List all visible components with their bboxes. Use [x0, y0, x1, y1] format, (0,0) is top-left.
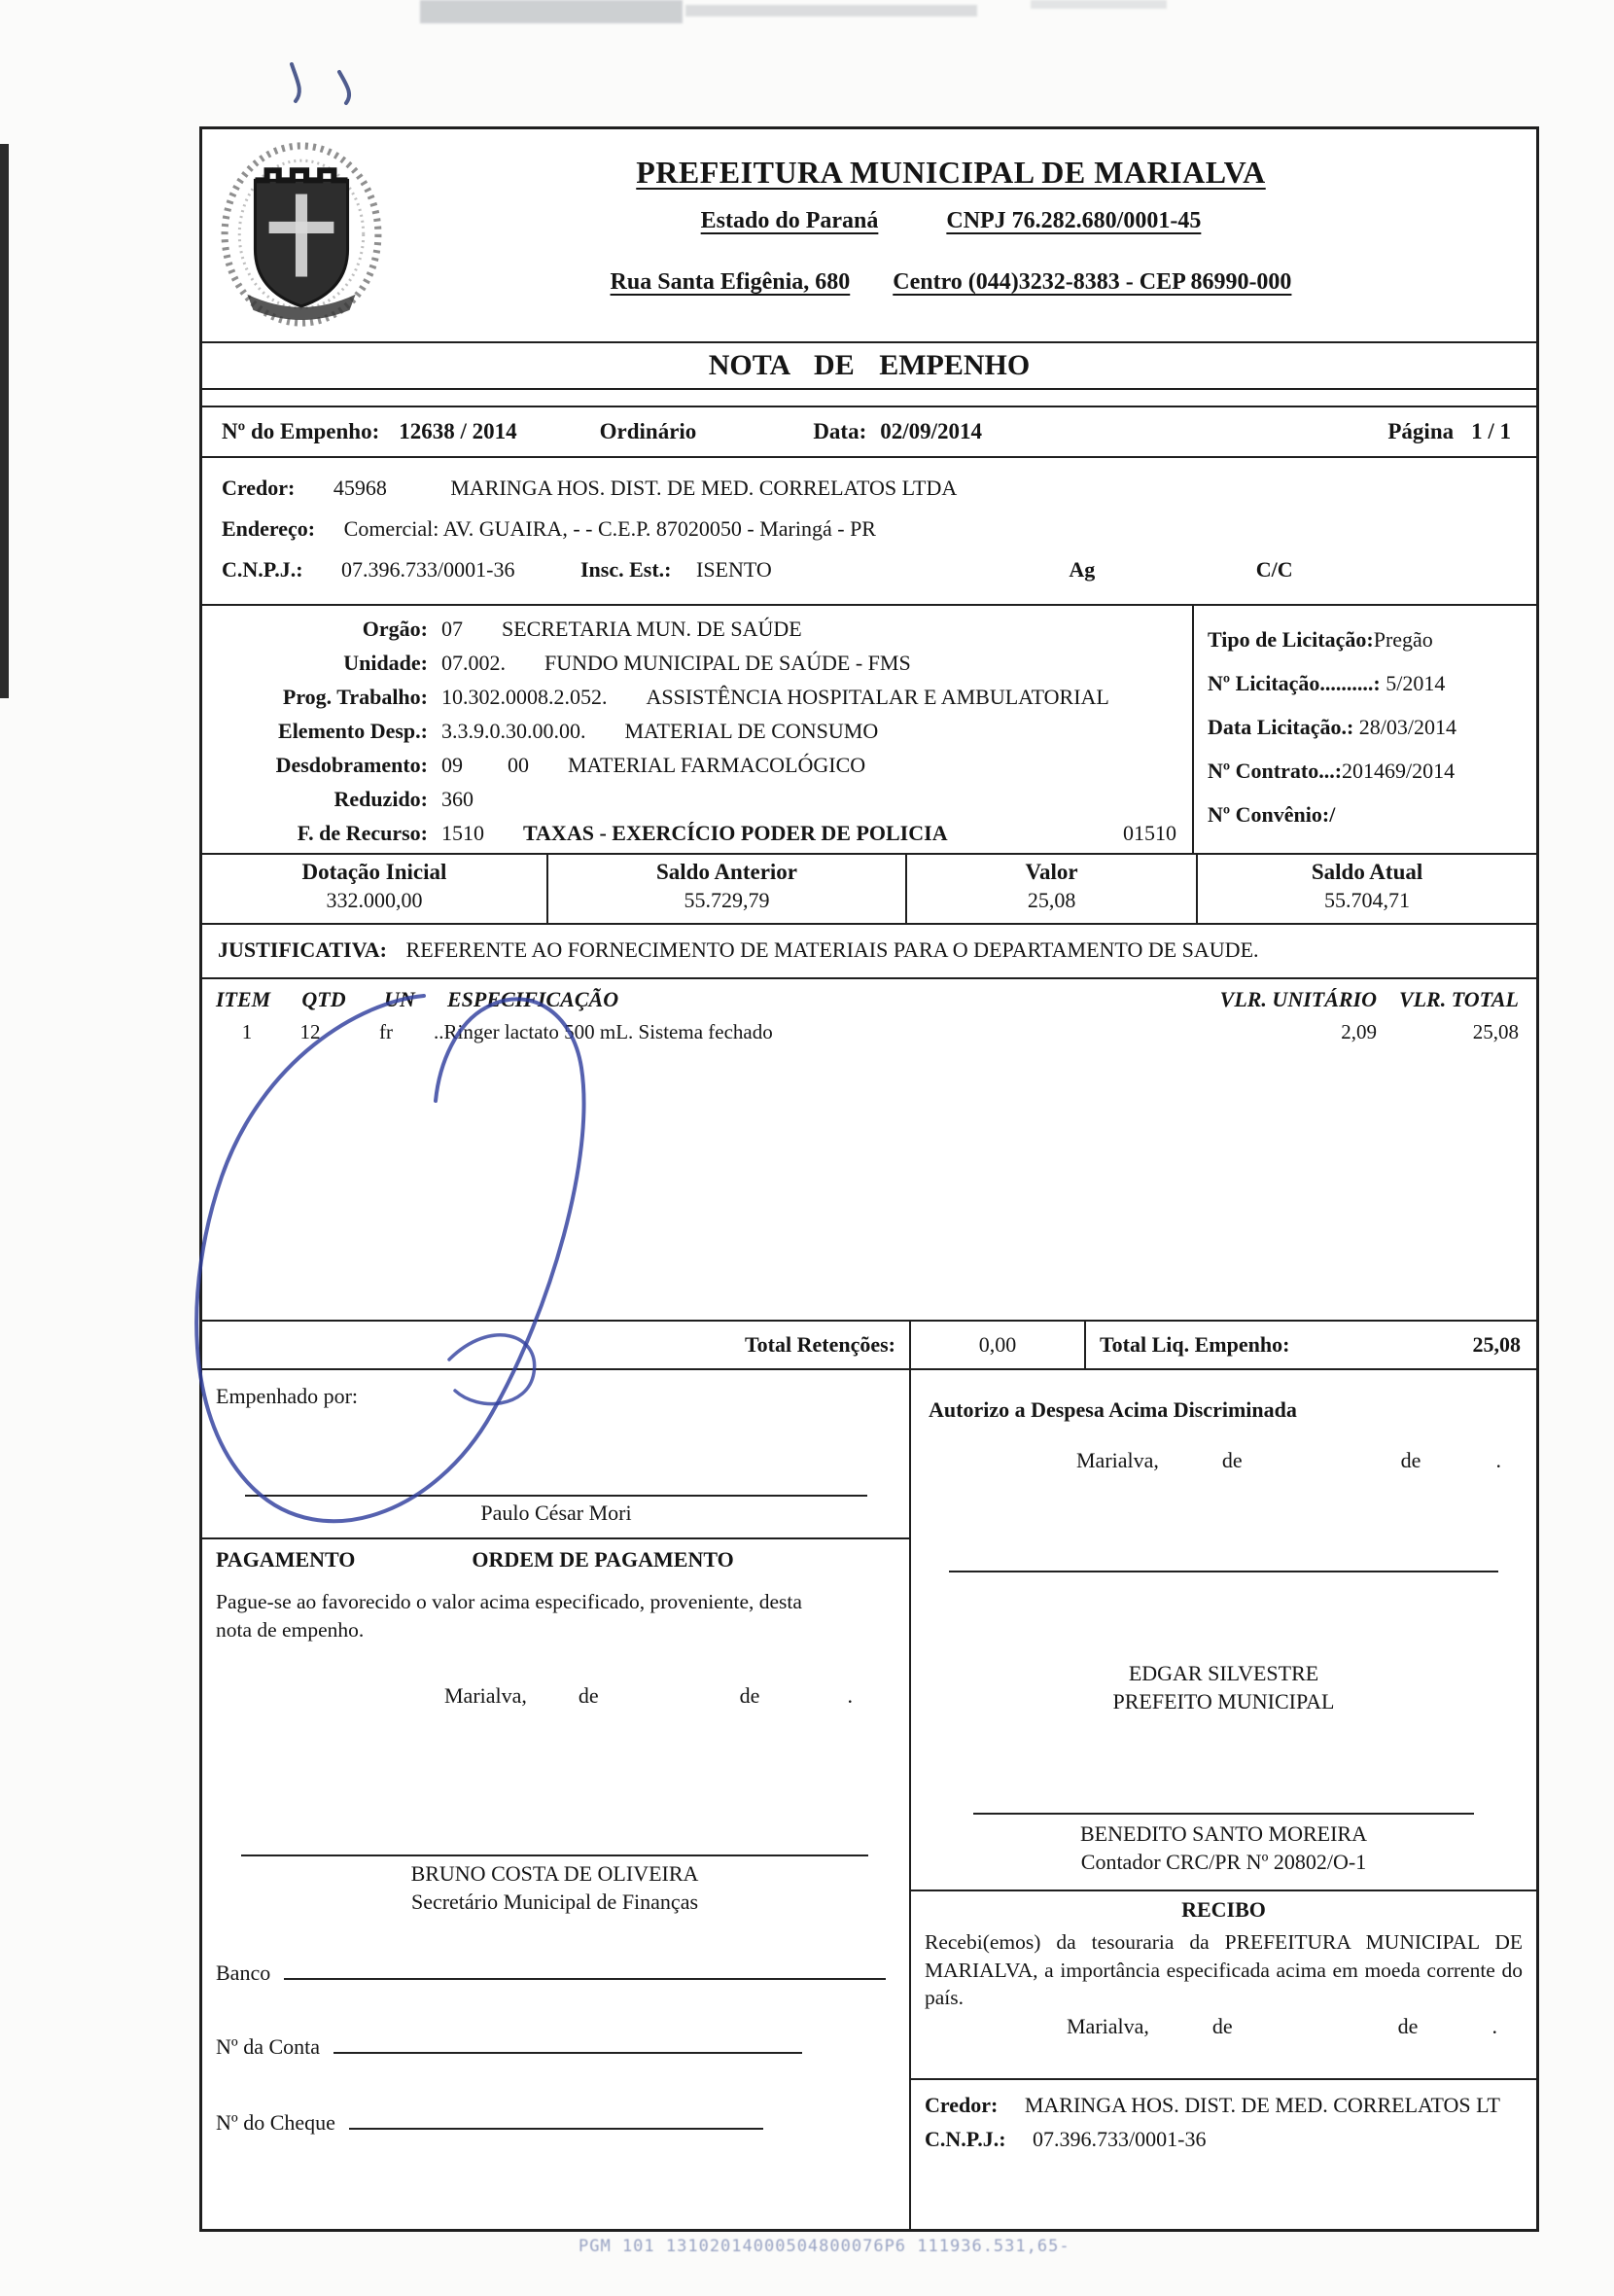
municipal-crest-logo	[218, 137, 385, 328]
assinatura-linha-secretario	[241, 1854, 868, 1856]
de-2-direita: de	[1400, 1448, 1421, 1472]
secretario-cargo: Secretário Municipal de Finanças	[410, 1889, 699, 1914]
elemento-desp-row	[202, 714, 1192, 748]
prefeito-bloco	[911, 1660, 1536, 1715]
num-licitacao-row	[1208, 661, 1536, 705]
tipo-licitacao-valor: Pregão	[1373, 627, 1433, 652]
contador-nome: BENEDITO SANTO MOREIRA	[1080, 1821, 1367, 1847]
total-retencoes-valor-cell	[909, 1322, 1084, 1368]
rodape-section	[202, 1368, 1536, 2229]
orgao-row	[202, 612, 1192, 646]
prefeito-cargo: PREFEITO MUNICIPAL	[1112, 1688, 1335, 1713]
prefeito-nome: EDGAR SILVESTRE	[1128, 1661, 1319, 1685]
total-retencoes-label: Total Retenções:	[745, 1332, 895, 1357]
insc-est-valor: ISENTO	[696, 557, 772, 582]
licitacao-box	[1192, 606, 1536, 853]
pagamento-header	[216, 1547, 895, 1572]
data-licitacao-label: Data Licitação.:	[1208, 715, 1354, 739]
fonte-recurso-codigo: 1510	[441, 821, 484, 845]
header-cnpj: CNPJ 76.282.680/0001-45	[946, 208, 1202, 233]
data-licitacao-valor: 28/03/2014	[1353, 715, 1457, 739]
pagamento-titulo: PAGAMENTO	[216, 1547, 356, 1572]
total-retencoes-label-cell	[202, 1322, 909, 1368]
justificativa-row	[202, 923, 1536, 977]
secretario-nome: BRUNO COSTA DE OLIVEIRA	[410, 1861, 699, 1887]
dotacao-inicial-label: Dotação Inicial	[301, 860, 447, 884]
endereco-valor: Comercial: AV. GUAIRA, - - C.E.P. 87020050 - Maringá - PR	[343, 516, 876, 541]
header-address-street: Rua Santa Efigênia, 680	[610, 269, 851, 295]
saldo-anterior-col	[546, 855, 905, 923]
unidade-descricao: FUNDO MUNICIPAL DE SAÚDE - FMS	[544, 651, 911, 675]
de-1-recibo: de	[1211, 2013, 1233, 2038]
recibo-credor-row	[925, 2088, 1523, 2122]
secretario-bloco	[241, 1860, 868, 1916]
pague-se-texto: Pague-se ao favorecido o valor acima especificado, proveniente, desta nota de empenho.	[216, 1590, 802, 1643]
recibo-credor-label: Credor:	[925, 2092, 999, 2117]
unidade-row	[202, 646, 1192, 680]
num-contrato-valor: 201469/2014	[1342, 759, 1456, 783]
rodape-esquerda	[202, 1370, 909, 2229]
num-convenio-row	[1208, 793, 1536, 836]
justificativa-texto: REFERENTE AO FORNECIMENTO DE MATERIAIS PARA O DEPARTAMENTO DE SAUDE.	[405, 937, 1259, 962]
de-2-recibo: de	[1397, 2013, 1419, 2038]
reduzido-label: Reduzido:	[333, 787, 428, 811]
item-vlr-total: 25,08	[1472, 1020, 1519, 1043]
unidade-codigo: 07.002.	[441, 651, 506, 675]
endereco-label: Endereço:	[222, 516, 316, 541]
saldo-anterior-valor: 55.729,79	[684, 888, 770, 912]
cidade-direita: Marialva,	[1076, 1448, 1159, 1472]
item-numero: 1	[241, 1020, 253, 1043]
item-vlr-unitario: 2,09	[1341, 1020, 1377, 1043]
total-retencoes-valor: 0,00	[978, 1332, 1017, 1357]
prog-trabalho-row	[202, 680, 1192, 714]
saldo-anterior-label: Saldo Anterior	[655, 860, 798, 884]
ponto-esquerda: .	[847, 1683, 853, 1709]
cnpj-valor: 07.396.733/0001-36	[341, 557, 515, 582]
rodape-direita	[909, 1370, 1536, 2229]
prog-trabalho-codigo: 10.302.0008.2.052.	[441, 685, 608, 709]
credor-nome: MARINGA HOS. DIST. DE MED. CORRELATOS LTDA	[450, 476, 958, 500]
item-qtd: 12	[299, 1020, 321, 1043]
scan-edge-artifact	[0, 144, 9, 698]
num-contrato-row	[1208, 749, 1536, 793]
desdobramento-codigo: 09	[441, 753, 463, 777]
pagamento-box	[202, 1537, 909, 1709]
desdobramento-codigo2: 00	[508, 753, 529, 777]
col-especificacao-header: ESPECIFICAÇÃO	[447, 987, 619, 1011]
credor-label: Credor:	[222, 476, 296, 500]
conta-corrente-label: C/C	[1255, 557, 1293, 582]
empenho-numero: 12638 / 2014	[399, 419, 517, 443]
conta-row	[202, 2029, 909, 2060]
total-liq-label: Total Liq. Empenho:	[1100, 1332, 1290, 1357]
cheque-row	[202, 2104, 909, 2136]
doc-title-band	[202, 341, 1536, 390]
valor-col	[905, 855, 1196, 923]
total-liq-valor: 25,08	[1472, 1332, 1521, 1357]
desdobramento-descricao: MATERIAL FARMACOLÓGICO	[568, 753, 866, 777]
assinatura-linha-contador	[973, 1813, 1473, 1815]
reduzido-row	[202, 782, 1192, 816]
prog-trabalho-label: Prog. Trabalho:	[282, 685, 428, 709]
recibo-titulo: RECIBO	[1181, 1897, 1266, 1923]
elemento-desp-label: Elemento Desp.:	[278, 719, 428, 743]
orgao-label: Orgão:	[362, 617, 428, 641]
dot-matrix-print-line: PGM 101 13102014000504800076P6 111936.531,65-	[579, 2237, 1070, 2256]
classificacao-orcamentaria	[202, 604, 1536, 853]
de-1-direita: de	[1221, 1448, 1243, 1472]
num-licitacao-valor: 5/2014	[1380, 671, 1446, 695]
data-assinatura-esquerda	[216, 1683, 895, 1709]
fonte-recurso-row	[202, 816, 1192, 850]
doc-title: NOTA DE EMPENHO	[708, 349, 1031, 381]
scan-smudge	[420, 0, 683, 23]
recibo-texto: Recebi(emos) da tesouraria da PREFEITURA MUNICIPAL DE MARIALVA, a importância especificada acima em moeda corrente do país.	[925, 1930, 1523, 2010]
dotacao-inicial-col	[202, 855, 546, 923]
de-1-esquerda: de	[578, 1683, 599, 1709]
desdobramento-row	[202, 748, 1192, 782]
totais-row	[202, 1320, 1536, 1368]
de-2-esquerda: de	[739, 1683, 760, 1709]
cnpj-label: C.N.P.J.:	[222, 557, 303, 582]
agencia-label: Ag	[1069, 557, 1096, 582]
ponto-recibo: .	[1491, 2013, 1497, 2038]
saldo-atual-valor: 55.704,71	[1324, 888, 1411, 912]
cheque-linha-preenchimento	[349, 2104, 763, 2130]
cidade-esquerda: Marialva,	[444, 1683, 527, 1709]
desdobramento-label: Desdobramento:	[275, 753, 428, 777]
recibo-cnpj-row	[925, 2122, 1523, 2156]
nota-de-empenho-document	[199, 126, 1539, 2232]
col-un-header: UN	[384, 987, 415, 1011]
document-header	[202, 129, 1536, 341]
itens-table	[202, 977, 1536, 1320]
empenho-tipo: Ordinário	[599, 419, 697, 443]
pagina-numero: 1 / 1	[1471, 419, 1511, 443]
col-qtd-header: QTD	[301, 987, 346, 1011]
cnpj-row	[222, 549, 1536, 590]
banco-linha-preenchimento	[284, 1955, 886, 1980]
orgao-codigo: 07	[441, 617, 463, 641]
empenho-data-label: Data:	[813, 419, 867, 443]
credor-section	[202, 458, 1536, 604]
credor-codigo: 45968	[333, 476, 387, 500]
valores-row	[202, 853, 1536, 923]
cidade-recibo: Marialva,	[1067, 2013, 1149, 2038]
section-gap	[202, 390, 1536, 406]
insc-est-label: Insc. Est.:	[579, 557, 672, 582]
fonte-recurso-label: F. de Recurso:	[297, 821, 428, 845]
valor-valor: 25,08	[1027, 888, 1076, 912]
recibo-credor-nome: MARINGA HOS. DIST. DE MED. CORRELATOS LT	[1024, 2092, 1500, 2117]
orcamento-left	[202, 606, 1192, 853]
header-text-block	[397, 155, 1505, 296]
valor-label: Valor	[1025, 860, 1078, 884]
elemento-desp-codigo: 3.3.9.0.30.00.00.	[441, 719, 586, 743]
item-un: fr	[379, 1020, 393, 1043]
item-especificacao: ..Ringer lactato 500 mL. Sistema fechado	[434, 1020, 773, 1043]
contador-bloco	[911, 1820, 1536, 1876]
tipo-licitacao-label: Tipo de Licitação:	[1208, 627, 1374, 652]
autorizo-titulo: Autorizo a Despesa Acima Discriminada	[929, 1397, 1297, 1422]
justificativa-label: JUSTIFICATIVA:	[218, 937, 388, 962]
unidade-label: Unidade:	[343, 651, 428, 675]
conta-linha-preenchimento	[333, 2029, 802, 2054]
num-licitacao-label: Nº Licitação..........:	[1208, 671, 1381, 695]
data-autorizacao	[911, 1448, 1536, 1473]
elemento-desp-descricao: MATERIAL DE CONSUMO	[624, 719, 879, 743]
reduzido-codigo: 360	[441, 787, 474, 811]
saldo-atual-col	[1196, 855, 1536, 923]
pagina-label: Página	[1387, 419, 1455, 443]
num-conta-label: Nº da Conta	[216, 2034, 321, 2060]
header-address-rest: Centro (044)3232-8383 - CEP 86990-000	[893, 269, 1292, 295]
data-licitacao-row	[1208, 705, 1536, 749]
scan-smudge	[1031, 0, 1167, 9]
scan-smudge	[685, 5, 977, 17]
num-cheque-label: Nº do Cheque	[216, 2110, 335, 2136]
orgao-descricao: SECRETARIA MUN. DE SAÚDE	[502, 617, 802, 641]
col-item-header: ITEM	[216, 987, 271, 1011]
fonte-recurso-descricao: TAXAS - EXERCÍCIO PODER DE POLICIA	[523, 821, 948, 845]
empenho-numero-label: Nº do Empenho:	[222, 419, 380, 443]
prog-trabalho-descricao: ASSISTÊNCIA HOSPITALAR E AMBULATORIAL	[646, 685, 1109, 709]
num-convenio-label: Nº Convênio:/	[1208, 802, 1336, 827]
empenhado-por-label: Empenhado por:	[216, 1384, 359, 1408]
col-vlr-total-header: VLR. TOTAL	[1398, 987, 1519, 1011]
empenho-info-row	[202, 406, 1536, 458]
assinatura-linha-prefeito	[949, 1571, 1499, 1572]
empenhado-por-nome: Paulo César Mori	[480, 1501, 632, 1525]
recibo-credor-box	[911, 2078, 1536, 2156]
total-liq-cell	[1084, 1322, 1536, 1368]
recibo-cnpj-label: C.N.P.J.:	[925, 2126, 1006, 2151]
estado-label: Estado do Paraná	[700, 208, 879, 233]
credor-row	[222, 468, 1536, 509]
tipo-licitacao-row	[1208, 618, 1536, 661]
contador-cargo: Contador CRC/PR Nº 20802/O-1	[1080, 1849, 1367, 1874]
recibo-cnpj-valor: 07.396.733/0001-36	[1033, 2126, 1207, 2151]
banco-label: Banco	[216, 1960, 271, 1986]
prefeitura-title: PREFEITURA MUNICIPAL DE MARIALVA	[636, 155, 1266, 190]
dotacao-inicial-valor: 332.000,00	[326, 888, 423, 912]
assinatura-linha-empenhado	[245, 1495, 867, 1497]
empenho-data: 02/09/2014	[880, 419, 983, 443]
num-contrato-label: Nº Contrato...:	[1208, 759, 1343, 783]
item-row	[216, 1020, 1523, 1044]
fonte-recurso-extra: 01510	[1123, 821, 1176, 845]
ponto-direita: .	[1495, 1448, 1501, 1472]
banco-row	[202, 1955, 909, 1986]
saldo-atual-label: Saldo Atual	[1311, 860, 1423, 884]
data-recibo	[911, 2014, 1536, 2039]
col-vlr-unitario-header: VLR. UNITÁRIO	[1219, 987, 1377, 1011]
recibo-box	[911, 1890, 1536, 2038]
itens-header-row	[216, 987, 1523, 1012]
ordem-pagamento-titulo: ORDEM DE PAGAMENTO	[472, 1547, 734, 1572]
endereco-row	[222, 509, 1536, 549]
